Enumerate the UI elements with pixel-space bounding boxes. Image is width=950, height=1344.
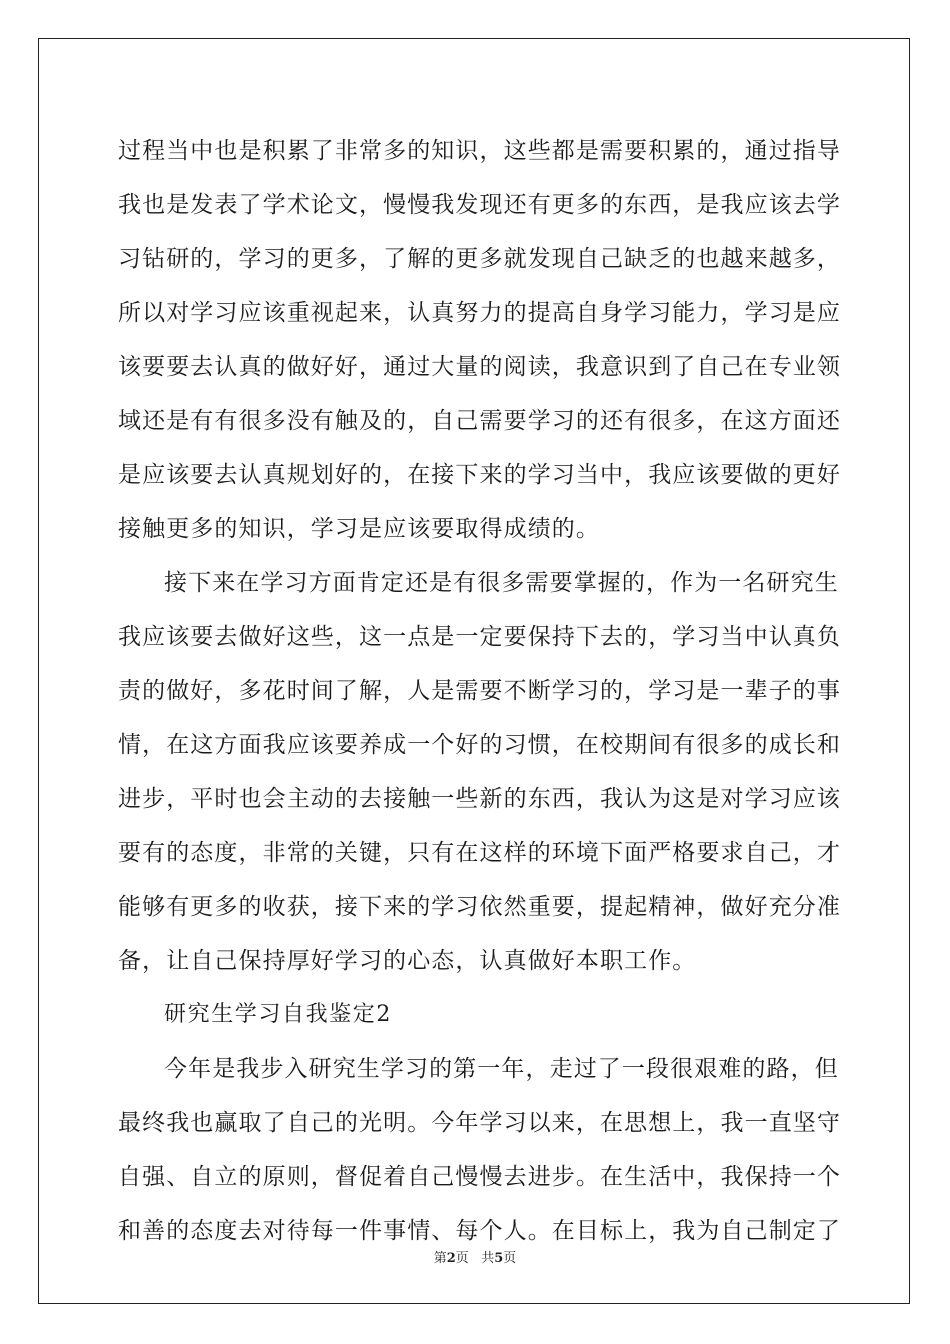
paragraph-3-line: 今年是我步入研究生学习的第一年，走过了一段很艰难的路，但 bbox=[164, 1056, 839, 1082]
page-footer bbox=[0, 1247, 950, 1266]
page-number-prefix: 第 bbox=[433, 1251, 447, 1266]
paragraph-2-line: 进步，平时也会主动的去接触一些新的东西，我认为这是对学习应该 bbox=[118, 786, 841, 812]
paragraph-2-line: 我应该要去做好这些，这一点是一定要保持下去的，学习当中认真负 bbox=[118, 624, 841, 650]
document-body bbox=[118, 124, 841, 1258]
paragraph-1-line: 该要要去认真的做好好，通过大量的阅读，我意识到了自己在专业领 bbox=[118, 354, 841, 380]
section-heading: 研究生学习自我鉴定2 bbox=[164, 1002, 392, 1027]
paragraph-3-line: 最终我也赢取了自己的光明。今年学习以来，在思想上，我一直坚守 bbox=[118, 1110, 841, 1136]
total-pages-suffix: 页 bbox=[503, 1251, 517, 1266]
paragraph-1-line: 域还是有有很多没有触及的，自己需要学习的还有很多，在这方面还 bbox=[118, 408, 841, 434]
paragraph-1-line: 是应该要去认真规划好的，在接下来的学习当中，我应该要做的更好 bbox=[118, 462, 841, 488]
paragraph-1-line: 我也是发表了学术论文，慢慢我发现还有更多的东西，是我应该去学 bbox=[118, 192, 841, 218]
total-pages: 5 bbox=[494, 1251, 504, 1266]
paragraph-3-line: 自强、自立的原则，督促着自己慢慢去进步。在生活中，我保持一个 bbox=[118, 1164, 841, 1190]
paragraph-3-line: 和善的态度去对待每一件事情、每个人。在目标上，我为自己制定了 bbox=[118, 1218, 841, 1244]
total-pages-prefix: 共 bbox=[481, 1251, 495, 1266]
paragraph-2-line: 备，让自己保持厚好学习的心态，认真做好本职工作。 bbox=[118, 948, 697, 974]
paragraph-1-line: 所以对学习应该重视起来，认真努力的提高自身学习能力，学习是应 bbox=[118, 300, 841, 326]
paragraph-2-line: 情，在这方面我应该要养成一个好的习惯，在校期间有很多的成长和 bbox=[118, 732, 841, 758]
page-number-suffix: 页 bbox=[455, 1251, 469, 1266]
paragraph-2-line: 责的做好，多花时间了解，人是需要不断学习的，学习是一辈子的事 bbox=[118, 678, 841, 704]
paragraph-1-line: 过程当中也是积累了非常多的知识，这些都是需要积累的，通过指导 bbox=[118, 138, 841, 164]
page-number: 2 bbox=[446, 1251, 456, 1266]
paragraph-2-line: 能够有更多的收获，接下来的学习依然重要，提起精神，做好充分准 bbox=[118, 894, 841, 920]
paragraph-2-line: 要有的态度，非常的关键，只有在这样的环境下面严格要求自己，才 bbox=[118, 840, 841, 866]
paragraph-1-line: 习钻研的，学习的更多，了解的更多就发现自己缺乏的也越来越多， bbox=[118, 246, 841, 272]
paragraph-2-line: 接下来在学习方面肯定还是有很多需要掌握的，作为一名研究生 bbox=[164, 570, 839, 596]
paragraph-1-line: 接触更多的知识，学习是应该要取得成绩的。 bbox=[118, 516, 600, 542]
